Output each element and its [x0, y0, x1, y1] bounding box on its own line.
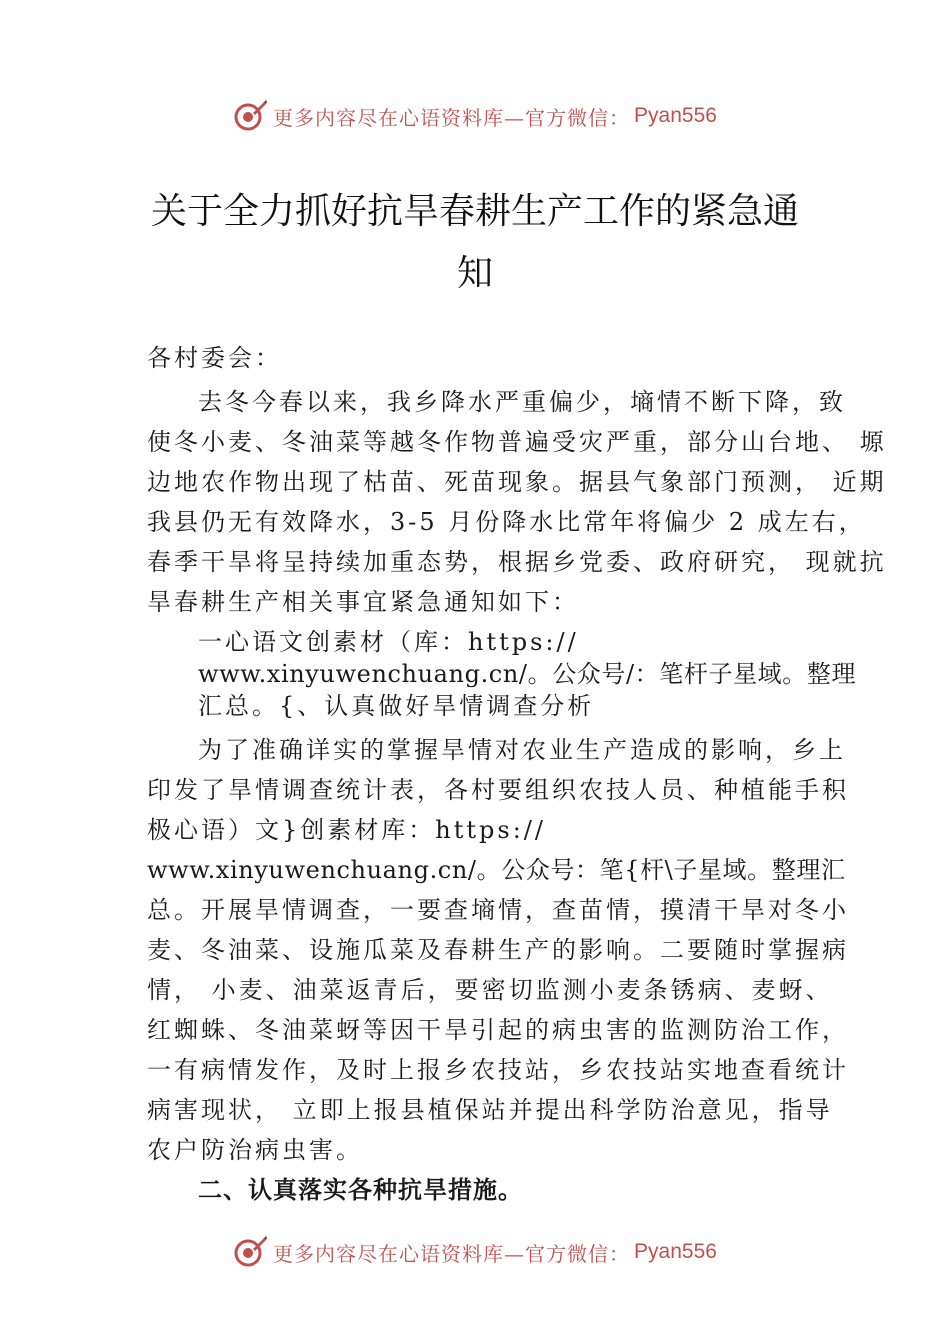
section-heading-1: 汇总。{、认真做好旱情调查分析 — [198, 692, 595, 720]
watermark-banner-top — [0, 96, 950, 136]
watermark-handle: Pyan556 — [634, 104, 717, 127]
watermark-handle: Pyan556 — [634, 1240, 717, 1263]
body-line: 一有病情发作，及时上报乡农技站，乡农技站实地查看统计 — [147, 1056, 849, 1084]
body-line: 边地农作物出现了枯苗、死苗现象。据县气象部门预测， 近期 — [147, 468, 887, 496]
body-line: 总。开展旱情调查，一要查墒情，查苗情，摸清干旱对冬小 — [147, 896, 849, 924]
body-line: 为了准确详实的掌握旱情对农业生产造成的影响，乡上 — [198, 736, 846, 764]
salutation: 各村委会： — [147, 344, 282, 372]
pen-circle-logo-icon — [233, 99, 267, 133]
body-line: 农户防治病虫害。 — [147, 1136, 363, 1164]
watermark-text: 更多内容尽在心语资料库—官方微信： — [273, 105, 631, 130]
body-line: 病害现状， 立即上报县植保站并提出科学防治意见，指导 — [147, 1096, 833, 1124]
body-line: 使冬小麦、冬油菜等越冬作物普遍受灾严重，部分山台地、 塬 — [147, 428, 887, 456]
body-line: 旱春耕生产相关事宜紧急通知如下： — [147, 588, 579, 616]
document-title-line-2: 知 — [456, 253, 493, 294]
body-line: 红蜘蛛、冬油菜蚜等因干旱引起的病虫害的监测防治工作， — [147, 1016, 849, 1044]
body-line: 春季干旱将呈持续加重态势，根据乡党委、政府研究， 现就抗 — [147, 548, 887, 576]
pen-circle-logo-icon — [233, 1235, 267, 1269]
body-line: 印发了旱情调查统计表，各村要组织农技人员、种植能手积 — [147, 776, 849, 804]
watermark-text: 更多内容尽在心语资料库—官方微信： — [273, 1241, 631, 1266]
body-line: 一心语文创素材（库：https:// — [198, 628, 579, 656]
body-line: 麦、冬油菜、设施瓜菜及春耕生产的影响。二要随时掌握病 — [147, 936, 849, 964]
section-heading-2: 二、认真落实各种抗旱措施。 — [198, 1176, 523, 1204]
body-line: www.xinyuwenchuang.cn/。公众号：笔{杆\子星域。整理汇 — [147, 856, 846, 884]
body-line: 极心语）文}创素材库：https:// — [147, 816, 546, 844]
body-line: www.xinyuwenchuang.cn/。公众号/：笔杆子星域。整理 — [198, 660, 857, 688]
watermark-banner-bottom — [0, 1232, 950, 1272]
body-line: 情， 小麦、油菜返青后，要密切监测小麦条锈病、麦蚜、 — [147, 976, 833, 1004]
body-line: 我县仍无有效降水，3-5 月份降水比常年将偏少 2 成左右， — [147, 508, 866, 536]
document-title-line-1: 关于全力抓好抗旱春耕生产工作的紧急通 — [150, 191, 799, 232]
body-line: 去冬今春以来，我乡降水严重偏少，墒情不断下降，致 — [198, 388, 846, 416]
